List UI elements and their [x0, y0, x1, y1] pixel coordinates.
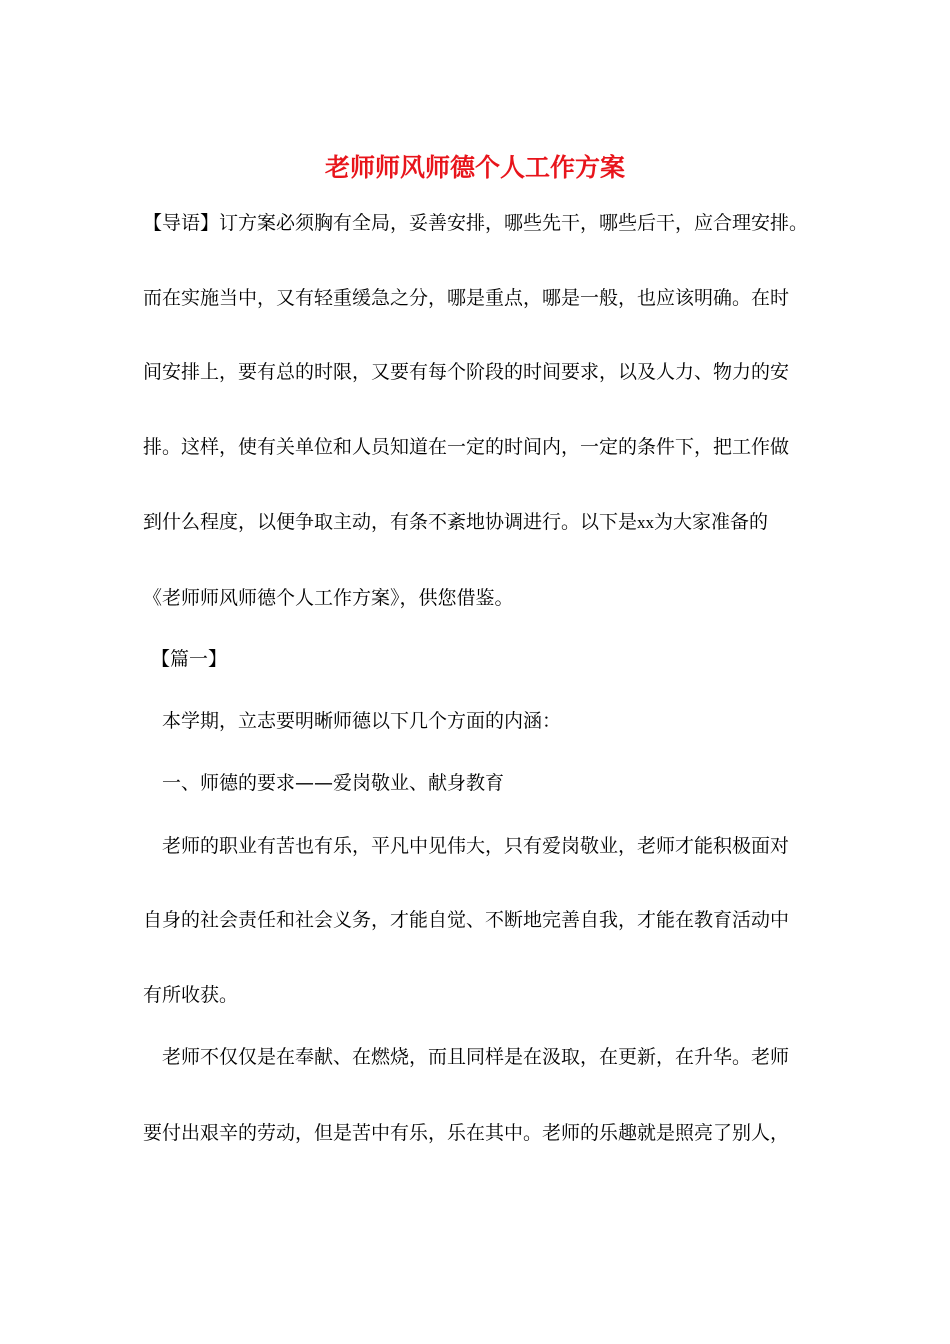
intro-line-4: 排。这样，使有关单位和人员知道在一定的时间内，一定的条件下，把工作做: [143, 436, 790, 458]
intro-line-5-text-a: 到什么程度，以便争取主动，有条不紊地协调进行。以下是: [143, 511, 638, 533]
paragraph-3-line-2: 要付出艰辛的劳动，但是苦中有乐，乐在其中。老师的乐趣就是照亮了别人，: [143, 1122, 790, 1144]
intro-line-2: 而在实施当中，又有轻重缓急之分，哪是重点，哪是一般，也应该明确。在时: [143, 287, 790, 309]
section-label: 【篇一】: [151, 648, 228, 670]
intro-line-6: 《老师师风师德个人工作方案》，供您借鉴。: [143, 587, 514, 609]
subheading-1: 一、师德的要求——爱岗敬业、献身教育: [162, 772, 505, 794]
intro-line-1: 【导语】订方案必须胸有全局，妥善安排，哪些先干，哪些后干，应合理安排。: [143, 212, 809, 234]
intro-line-3: 间安排上，要有总的时限，又要有每个阶段的时间要求，以及人力、物力的安: [143, 361, 790, 383]
document-title: 老师师风师德个人工作方案: [324, 153, 625, 182]
paragraph-2-line-2: 自身的社会责任和社会义务，才能自觉、不断地完善自我，才能在教育活动中: [143, 909, 790, 931]
intro-line-5: [143, 507, 768, 538]
paragraph-1: 本学期，立志要明晰师德以下几个方面的内涵：: [162, 710, 562, 732]
placeholder-xx: xx: [637, 513, 655, 532]
paragraph-3-line-1: 老师不仅仅是在奉献、在燃烧，而且同样是在汲取，在更新，在升华。老师: [162, 1046, 790, 1068]
paragraph-2-line-1: 老师的职业有苦也有乐，平凡中见伟大，只有爱岗敬业，老师才能积极面对: [162, 835, 790, 857]
paragraph-2-line-3: 有所收获。: [143, 984, 239, 1006]
intro-line-5-text-b: 为大家准备的: [654, 511, 769, 533]
